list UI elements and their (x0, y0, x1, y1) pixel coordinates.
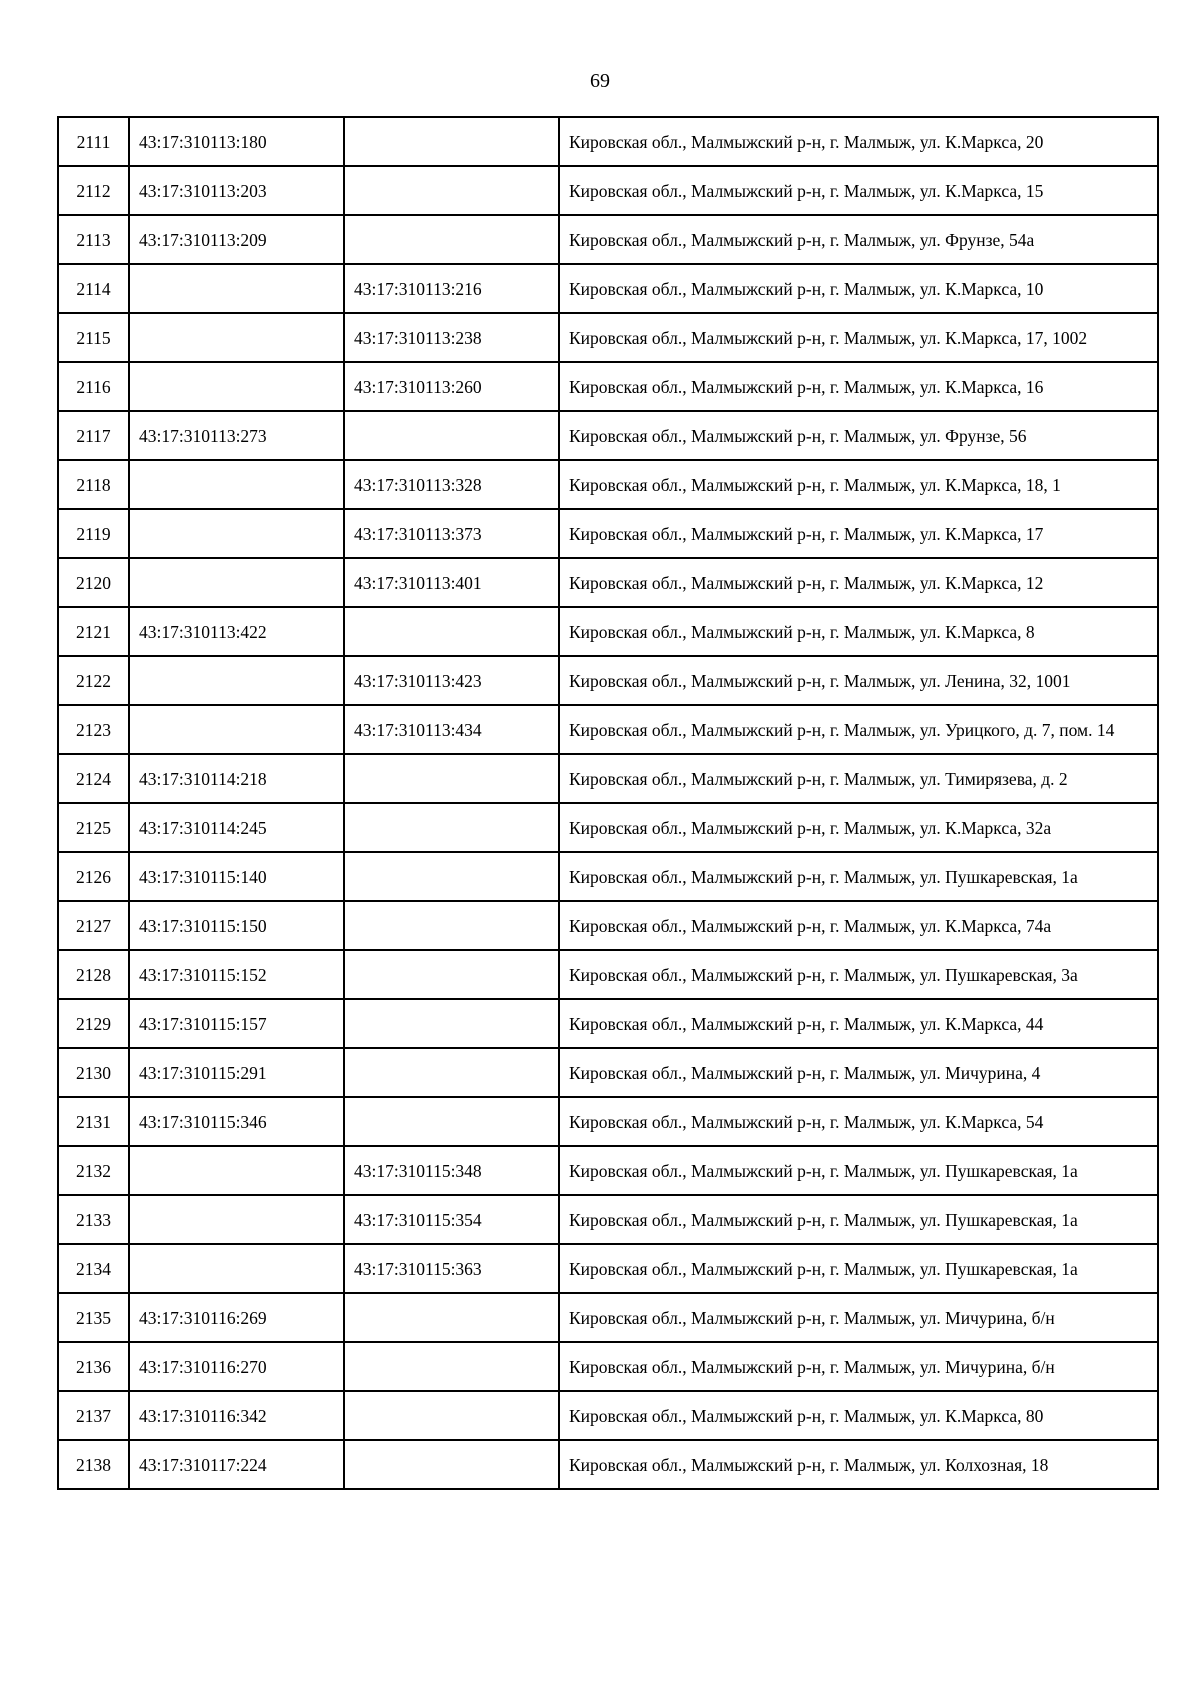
address-cell: Кировская обл., Малмыжский р-н, г. Малмыж, ул. К.Маркса, 16 (559, 362, 1158, 411)
table-row (58, 362, 1158, 411)
cadastral-number-alt-cell: 43:17:310115:363 (344, 1244, 559, 1293)
cadastral-number-cell: 43:17:310113:203 (129, 166, 344, 215)
table-row (58, 607, 1158, 656)
table-body (58, 117, 1158, 1489)
row-number-cell: 2126 (58, 852, 129, 901)
table-row (58, 313, 1158, 362)
row-number-cell: 2125 (58, 803, 129, 852)
address-cell: Кировская обл., Малмыжский р-н, г. Малмыж, ул. Пушкаревская, 1а (559, 1146, 1158, 1195)
row-number-cell: 2136 (58, 1342, 129, 1391)
property-table (57, 116, 1159, 1490)
row-number-cell: 2113 (58, 215, 129, 264)
table-row (58, 656, 1158, 705)
row-number-cell: 2118 (58, 460, 129, 509)
cadastral-number-cell (129, 1146, 344, 1195)
address-cell: Кировская обл., Малмыжский р-н, г. Малмыж, ул. К.Маркса, 74а (559, 901, 1158, 950)
cadastral-number-cell: 43:17:310113:273 (129, 411, 344, 460)
cadastral-number-alt-cell (344, 166, 559, 215)
cadastral-number-alt-cell: 43:17:310113:260 (344, 362, 559, 411)
cadastral-number-alt-cell (344, 1048, 559, 1097)
cadastral-number-alt-cell: 43:17:310113:423 (344, 656, 559, 705)
cadastral-number-alt-cell (344, 999, 559, 1048)
row-number-cell: 2117 (58, 411, 129, 460)
table-row (58, 705, 1158, 754)
row-number-cell: 2129 (58, 999, 129, 1048)
table-row (58, 1146, 1158, 1195)
row-number-cell: 2134 (58, 1244, 129, 1293)
cadastral-number-cell (129, 362, 344, 411)
cadastral-number-cell: 43:17:310114:245 (129, 803, 344, 852)
table-row (58, 1440, 1158, 1489)
cadastral-number-alt-cell (344, 950, 559, 999)
table-row (58, 950, 1158, 999)
row-number-cell: 2122 (58, 656, 129, 705)
cadastral-number-alt-cell: 43:17:310113:401 (344, 558, 559, 607)
cadastral-number-alt-cell: 43:17:310113:328 (344, 460, 559, 509)
cadastral-number-cell: 43:17:310113:209 (129, 215, 344, 264)
table-row (58, 803, 1158, 852)
row-number-cell: 2137 (58, 1391, 129, 1440)
row-number-cell: 2115 (58, 313, 129, 362)
table-row (58, 1048, 1158, 1097)
address-cell: Кировская обл., Малмыжский р-н, г. Малмыж, ул. К.Маркса, 20 (559, 117, 1158, 166)
address-cell: Кировская обл., Малмыжский р-н, г. Малмыж, ул. Фрунзе, 56 (559, 411, 1158, 460)
cadastral-number-alt-cell: 43:17:310115:348 (344, 1146, 559, 1195)
row-number-cell: 2114 (58, 264, 129, 313)
cadastral-number-alt-cell: 43:17:310113:373 (344, 509, 559, 558)
table-row (58, 1293, 1158, 1342)
address-cell: Кировская обл., Малмыжский р-н, г. Малмыж, ул. Пушкаревская, 1а (559, 1195, 1158, 1244)
address-cell: Кировская обл., Малмыжский р-н, г. Малмыж, ул. К.Маркса, 54 (559, 1097, 1158, 1146)
cadastral-number-cell (129, 460, 344, 509)
address-cell: Кировская обл., Малмыжский р-н, г. Малмыж, ул. Пушкаревская, 1а (559, 852, 1158, 901)
address-cell: Кировская обл., Малмыжский р-н, г. Малмыж, ул. Урицкого, д. 7, пом. 14 (559, 705, 1158, 754)
cadastral-number-alt-cell (344, 117, 559, 166)
cadastral-number-alt-cell (344, 901, 559, 950)
cadastral-number-cell (129, 1244, 344, 1293)
table-row (58, 852, 1158, 901)
row-number-cell: 2112 (58, 166, 129, 215)
cadastral-number-cell: 43:17:310113:422 (129, 607, 344, 656)
table-row (58, 999, 1158, 1048)
table-row (58, 460, 1158, 509)
address-cell: Кировская обл., Малмыжский р-н, г. Малмыж, ул. К.Маркса, 15 (559, 166, 1158, 215)
address-cell: Кировская обл., Малмыжский р-н, г. Малмыж, ул. Ленина, 32, 1001 (559, 656, 1158, 705)
cadastral-number-alt-cell (344, 215, 559, 264)
cadastral-number-cell: 43:17:310117:224 (129, 1440, 344, 1489)
cadastral-number-cell (129, 656, 344, 705)
table-row (58, 215, 1158, 264)
page-number: 69 (590, 70, 610, 92)
cadastral-number-cell: 43:17:310114:218 (129, 754, 344, 803)
cadastral-number-alt-cell (344, 852, 559, 901)
table-row (58, 1342, 1158, 1391)
address-cell: Кировская обл., Малмыжский р-н, г. Малмыж, ул. К.Маркса, 17 (559, 509, 1158, 558)
address-cell: Кировская обл., Малмыжский р-н, г. Малмыж, ул. Пушкаревская, 1а (559, 1244, 1158, 1293)
address-cell: Кировская обл., Малмыжский р-н, г. Малмыж, ул. К.Маркса, 8 (559, 607, 1158, 656)
cadastral-number-alt-cell (344, 411, 559, 460)
cadastral-number-alt-cell: 43:17:310115:354 (344, 1195, 559, 1244)
row-number-cell: 2128 (58, 950, 129, 999)
table-row (58, 1244, 1158, 1293)
table-row (58, 509, 1158, 558)
row-number-cell: 2132 (58, 1146, 129, 1195)
table-row (58, 901, 1158, 950)
cadastral-number-alt-cell (344, 803, 559, 852)
cadastral-number-alt-cell (344, 1097, 559, 1146)
table-row (58, 411, 1158, 460)
cadastral-number-cell: 43:17:310116:342 (129, 1391, 344, 1440)
row-number-cell: 2127 (58, 901, 129, 950)
cadastral-number-alt-cell (344, 1391, 559, 1440)
address-cell: Кировская обл., Малмыжский р-н, г. Малмыж, ул. Колхозная, 18 (559, 1440, 1158, 1489)
table-row (58, 264, 1158, 313)
cadastral-number-cell (129, 705, 344, 754)
cadastral-number-alt-cell: 43:17:310113:434 (344, 705, 559, 754)
cadastral-number-cell: 43:17:310115:140 (129, 852, 344, 901)
table-row (58, 1195, 1158, 1244)
cadastral-number-cell: 43:17:310116:269 (129, 1293, 344, 1342)
cadastral-number-cell (129, 313, 344, 362)
cadastral-number-cell: 43:17:310115:152 (129, 950, 344, 999)
cadastral-number-cell: 43:17:310115:157 (129, 999, 344, 1048)
cadastral-number-cell (129, 558, 344, 607)
cadastral-number-cell: 43:17:310115:346 (129, 1097, 344, 1146)
cadastral-number-cell: 43:17:310115:291 (129, 1048, 344, 1097)
cadastral-number-alt-cell: 43:17:310113:216 (344, 264, 559, 313)
row-number-cell: 2135 (58, 1293, 129, 1342)
cadastral-number-cell: 43:17:310113:180 (129, 117, 344, 166)
row-number-cell: 2121 (58, 607, 129, 656)
row-number-cell: 2119 (58, 509, 129, 558)
cadastral-number-cell (129, 509, 344, 558)
row-number-cell: 2124 (58, 754, 129, 803)
row-number-cell: 2120 (58, 558, 129, 607)
table-row (58, 1391, 1158, 1440)
address-cell: Кировская обл., Малмыжский р-н, г. Малмыж, ул. К.Маркса, 10 (559, 264, 1158, 313)
cadastral-number-cell (129, 1195, 344, 1244)
address-cell: Кировская обл., Малмыжский р-н, г. Малмыж, ул. К.Маркса, 17, 1002 (559, 313, 1158, 362)
row-number-cell: 2116 (58, 362, 129, 411)
cadastral-number-cell: 43:17:310116:270 (129, 1342, 344, 1391)
cadastral-number-alt-cell (344, 754, 559, 803)
address-cell: Кировская обл., Малмыжский р-н, г. Малмыж, ул. Мичурина, 4 (559, 1048, 1158, 1097)
cadastral-number-alt-cell (344, 1440, 559, 1489)
cadastral-number-alt-cell: 43:17:310113:238 (344, 313, 559, 362)
table-row (58, 558, 1158, 607)
row-number-cell: 2133 (58, 1195, 129, 1244)
cadastral-number-alt-cell (344, 1342, 559, 1391)
row-number-cell: 2123 (58, 705, 129, 754)
table-row (58, 117, 1158, 166)
cadastral-number-cell (129, 264, 344, 313)
row-number-cell: 2111 (58, 117, 129, 166)
address-cell: Кировская обл., Малмыжский р-н, г. Малмыж, ул. К.Маркса, 44 (559, 999, 1158, 1048)
address-cell: Кировская обл., Малмыжский р-н, г. Малмыж, ул. К.Маркса, 12 (559, 558, 1158, 607)
address-cell: Кировская обл., Малмыжский р-н, г. Малмыж, ул. Мичурина, б/н (559, 1293, 1158, 1342)
address-cell: Кировская обл., Малмыжский р-н, г. Малмыж, ул. Мичурина, б/н (559, 1342, 1158, 1391)
cadastral-number-alt-cell (344, 1293, 559, 1342)
cadastral-number-alt-cell (344, 607, 559, 656)
address-cell: Кировская обл., Малмыжский р-н, г. Малмыж, ул. К.Маркса, 18, 1 (559, 460, 1158, 509)
address-cell: Кировская обл., Малмыжский р-н, г. Малмыж, ул. Тимирязева, д. 2 (559, 754, 1158, 803)
table-row (58, 1097, 1158, 1146)
row-number-cell: 2131 (58, 1097, 129, 1146)
table-row (58, 166, 1158, 215)
address-cell: Кировская обл., Малмыжский р-н, г. Малмыж, ул. Фрунзе, 54а (559, 215, 1158, 264)
address-cell: Кировская обл., Малмыжский р-н, г. Малмыж, ул. Пушкаревская, 3а (559, 950, 1158, 999)
table-row (58, 754, 1158, 803)
cadastral-number-cell: 43:17:310115:150 (129, 901, 344, 950)
row-number-cell: 2130 (58, 1048, 129, 1097)
address-cell: Кировская обл., Малмыжский р-н, г. Малмыж, ул. К.Маркса, 80 (559, 1391, 1158, 1440)
row-number-cell: 2138 (58, 1440, 129, 1489)
address-cell: Кировская обл., Малмыжский р-н, г. Малмыж, ул. К.Маркса, 32а (559, 803, 1158, 852)
